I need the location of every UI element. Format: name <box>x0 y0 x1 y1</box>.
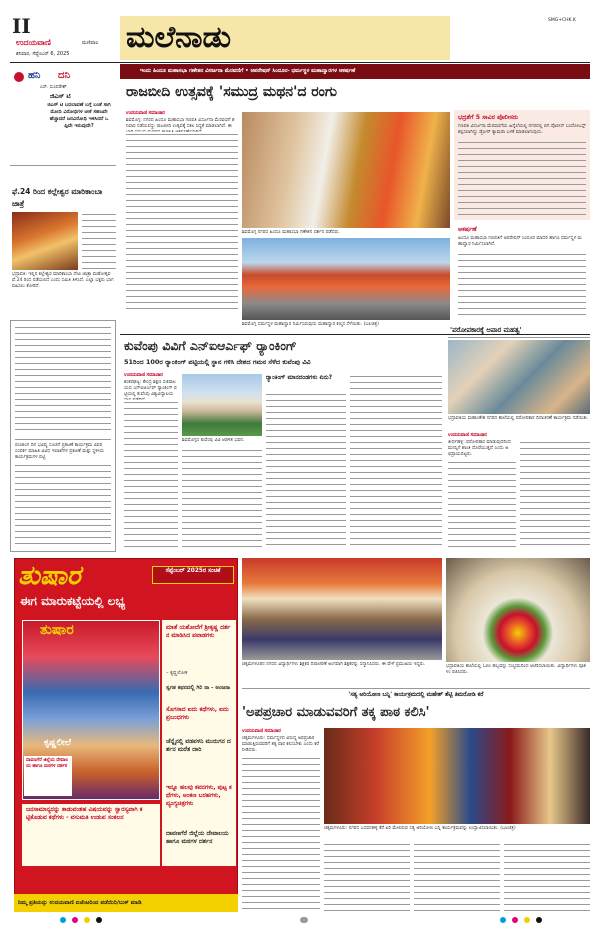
ad-item-7: ಜನಸಾಮಾನ್ಯರನ್ನು ಕಾಡುವಂತಹ ವಿಷಯವನ್ನು ಸ್ವಾರಸ್ಯವಾಗಿ ಕಟ್ಟಿಕೊಡುವ ಕಥೆಗಳು - ವಸುಮತಿ ಉಡುಪ ಸಂಕಲನ <box>26 806 143 822</box>
bottom-headline: 'ಅಪಪ್ರಚಾರ ಮಾಡುವವರಿಗೆ ತಕ್ಕ ಪಾಠ ಕಲಿಸಿ' <box>242 705 430 720</box>
reg-mark <box>500 917 506 923</box>
left-story-headline: ಫೆ.24 ರಿಂದ ಕಲ್ಲೇಶ್ವರ ಮಾರಿಕಾಂಬಾ ಜಾತ್ರೆ <box>12 187 103 208</box>
ad-item-6: ದಾವಣಗೆರೆ ಜಿಲ್ಲೆಯ ದೇವಾಲಯ ಹಾಗೂ ಮಠಗಳ ದರ್ಶನ <box>166 830 229 845</box>
ad-issue: ಸೆಪ್ಟೆಂಬರ್ 2025ರ ಸಂಚಿಕೆ <box>165 568 221 574</box>
nirf-lines-3 <box>266 392 346 550</box>
left-notices <box>10 320 116 552</box>
lead-photo-caption: ಶಿವಮೊಗ್ಗ ನಗರದ ಹಿಂದೂ ಮಹಾಸಭಾ ಗಣೇಶನ ದರ್ಶನ ಪಡೆದರು. <box>242 230 340 235</box>
lead-headline-b: 'ಸಮುದ್ರ ಮಥನ' <box>218 84 298 100</box>
reg-mark <box>60 917 66 923</box>
reg-mark <box>96 917 102 923</box>
left-notice-lines-1 <box>15 325 111 435</box>
masthead-date: ಶನಿವಾರ, ಸೆಪ್ಟೆಂಬರ್ 6, 2025 <box>16 51 70 57</box>
bottom-kicker: 'ಸತ್ಯ ಅರಿಯೋಣ ಬನ್ನಿ' ಕಾರ್ಯಕ್ರಮದಲ್ಲಿ ಮಹೇಶ್ ಶೆಟ್ಟಿ ತಿಮರೋಡಿ ಕರೆ <box>348 692 484 698</box>
lead-headline <box>126 84 456 106</box>
right-story-byline: ಉದಯವಾಣಿ ಸಮಾಚಾರ <box>448 433 487 438</box>
nirf-subhead: 51ರಿಂದ 100ರ ರ‍್ಯಾಂಕಿಂಗ್ ಪಟ್ಟಿಯಲ್ಲಿ ಸ್ಥಾನ ಗಳಿಸಿ ದೇಶದ ಗಮನ ಸೆಳೆದ ಕುವೆಂಪು ವಿವಿ <box>124 358 311 366</box>
nirf-lines-2 <box>182 448 262 550</box>
ad-cover-story: ಕೃಷ್ಣಲೀಲೆ <box>44 738 72 748</box>
right-story-lines-1 <box>448 460 516 550</box>
left-notice-rule <box>15 439 111 440</box>
lead-headline-c: ದ ರಂಗು <box>297 84 337 100</box>
left-notice-text: ಪಂಚಾಂಗ ದಿನ ಭವಿಷ್ಯ ಸೂಚನೆ ಪ್ರಕಟಣೆ ಕಾರ್ಯಕ್ರಮ ವಿವರ ಸಂಪರ್ಕ ಮಾಹಿತಿ ವಿವಿಧ ಇಲಾಖೆಗಳ ಪ್ರಕಟಣೆ ಮತ್ತು ಸ್ಥಳೀಯ ಕಾರ್ಯಕ್ರಮಗಳ ಪಟ್ಟಿ <box>15 443 105 460</box>
jatre-photo <box>12 212 78 270</box>
lead-photo-2 <box>242 238 450 320</box>
bottom-photo <box>324 728 590 824</box>
bottom-byline: ಉದಯವಾಣಿ ಸಮಾಚಾರ <box>242 729 281 734</box>
column-author: ಎಸ್. ಸುಂದರೇಶ್ <box>40 85 67 90</box>
nirf-byline: ಉದಯವಾಣಿ ಸಮಾಚಾರ <box>124 373 163 378</box>
right-caption: ಭದ್ರಾವತಿಯ ಶಾಲೆಯಲ್ಲಿ ಓಣಂ ಹಬ್ಬವನ್ನು ಸಂಭ್ರಮದಿಂದ ಆಚರಿಸಲಾಯಿತು. ವಿದ್ಯಾರ್ಥಿಗಳು ಪೂಕಳಂ ರಚಿಸಿದರು. <box>446 664 586 675</box>
page-number: II <box>12 14 31 38</box>
reg-mark <box>536 917 542 923</box>
ad-item-2: ಸ್ವಗತ ಕಥನದಲ್ಲಿ ಗಿರಿ ನಾ - ಅಂಜನಾ <box>166 685 231 691</box>
attraction-headline: ಆಕರ್ಷಣೆ <box>458 226 477 233</box>
attraction-text: ಹಿಂದೂ ಮಹಾಸಭಾ ಗಣಪತಿಗೆ ಆಪರೇಷನ್ ಸಿಂದೂರ ಮಾದರಿ ಹಾಗೂ ಧರ್ಮಸ್ಥಳ ಮಹಾದ್ವಾರ ನಿರ್ಮಿಸಲಾಗಿದೆ. <box>458 236 582 247</box>
right-story-headline: 'ಪರೋಪಕಾರಕ್ಕೆ ಅಪಾರ ಮಹತ್ವ' <box>450 326 522 334</box>
registration-marks <box>0 914 600 926</box>
nirf-box-title: ರ‍್ಯಾಂಕಿಂಗ್ ಮಾನದಂಡಗಳು ಏನು? <box>266 374 333 381</box>
nirf-lines-4 <box>350 374 442 550</box>
ad-tagline: ಈಗ ಮಾರುಕಟ್ಟೆಯಲ್ಲಿ ಲಭ್ಯ <box>20 594 126 608</box>
column-brand-a: ಹನಿ <box>28 70 41 81</box>
nirf-photo-caption: ಶಿವಮೊಗ್ಗದ ಕುವೆಂಪು ವಿವಿ ಆಡಳಿತ ಭವನ. <box>182 438 245 443</box>
ad-item-3: ಸೊಗಸಾದ ಐದು ಕಥೆಗಳು, ಐದು ಪ್ರಬಂಧಗಳು <box>166 706 229 721</box>
security-text: ಗಣಪತಿ ವಿಸರ್ಜನಾ ಮೆರವಣಿಗೆಯ ಹಿನ್ನೆಲೆಯಲ್ಲಿ ನಗರದಲ್ಲಿ ಬಿಗಿ ಪೊಲೀಸ್ ಬಂದೋಬಸ್ತ್ ಕಲ್ಪಿಸಲಾಗಿದ್ದು ಡ್ರೋನ್ ಕ್ಯಾಮರಾ ಬಳಕೆ ಮಾಡಲಾಗುವುದು. <box>458 124 586 135</box>
nirf-headline: ಕುವೆಂಪು ವಿವಿಗೆ ಎನ್ಐಆರ್ಎಫ್ ರ‍್ಯಾಂಕಿಂಗ್ <box>124 338 297 353</box>
lead-text-lines <box>126 132 238 314</box>
attraction-lines <box>458 252 586 318</box>
security-headline: ಭದ್ರತೆಗೆ 5 ಸಾವಿರ ಪೊಲೀಸರು <box>458 114 519 121</box>
reg-mark <box>300 917 308 923</box>
ad-item-5: ಇನ್ನೂ ಹಲವು ಕವನಗಳು, ಪುಟ್ಟ ಕಥೆಗಳು, ಅಂಕಣ ಬರಹಗಳು, ವ್ಯಂಗ್ಯಚಿತ್ರಗಳು <box>166 784 232 807</box>
reg-mark <box>524 917 530 923</box>
nirf-lines-1 <box>124 400 178 550</box>
column-box <box>10 66 116 166</box>
lead-headline-a: ರಾಜಬೀದಿ ಉತ್ಸವಕ್ಕೆ <box>126 84 215 100</box>
middle-photo <box>242 558 442 660</box>
security-lines <box>458 140 586 216</box>
column-topic: ಜಿಎಸ್ ಟಿ <box>50 92 71 100</box>
paper-name: ಉದಯವಾಣಿ <box>16 38 51 47</box>
middle-caption: ಚಿಕ್ಕಮಗಳೂರಿನ ನಗರದ ವಿದ್ಯಾರ್ಥಿಗಳು ಶಿಕ್ಷಕರ ದಿನಾಚರಣೆ ಅಂಗವಾಗಿ ಶಿಕ್ಷಕರನ್ನು ಸನ್ಮಾನಿಸಿದರು. ಈ ವೇಳೆ ಪ್ರಮುಖರು ಇದ್ದರು. <box>242 662 426 667</box>
right-story-caption: ಭದ್ರಾವತಿಯ ಮಹಾಂತೇಶ ನಗರದ ಶಾಲೆಯಲ್ಲಿ ಪರೋಪಕಾರ ದಿನಾಚರಣೆ ಕಾರ್ಯಕ್ರಮ ನಡೆಯಿತು. <box>448 416 589 421</box>
right-story-text: ತೀರ್ಥಹಳ್ಳಿ: ಪರೋಪಕಾರ ಮಾಡುವುದರಿಂದ ಮನಸ್ಸಿಗೆ ಶಾಂತಿ ದೊರೆಯುತ್ತದೆ ಎಂದು ಅಭಿಪ್ರಾಯಪಟ್ಟರು. <box>448 440 511 457</box>
reg-mark <box>512 917 518 923</box>
column-brand-b: ದನಿ <box>58 70 71 81</box>
bottom-top-rule <box>242 688 590 689</box>
bottom-lines-1 <box>242 756 320 912</box>
ticker-text: ಇಂದು ಹಿಂದೂ ಮಹಾಸಭಾ ಗಣೇಶನ ವಿಸರ್ಜನಾ ಮೆರವಣಿಗೆ • ಆಪರೇಷನ್ ಸಿಂದೂರ- ಧರ್ಮಸ್ಥಳ ಮಹಾದ್ವಾರಗಳ ಆಕರ್ಷಣೆ <box>140 68 356 74</box>
lead-photo-1 <box>242 112 450 228</box>
left-story-side-lines <box>82 212 116 270</box>
column-text: ಜಿಎಸ್ ಟಿ ಬದಲಾವಣೆ ಬಗ್ಗೆ ಬಂತೆ ಸಾಗಿ ಮೋದಿ ವಿರೋಧಿಗಳ ಟೀಕೆ ಸಹಜವೇ ಹೆಚ್ಚಾದರೆ ಜನವಿರೋಧಿ ಇಳಿಸಿದರೆ ಒಪ್ಪಿದೇ ಇರುವುದೇ? <box>47 102 111 129</box>
reg-mark <box>84 917 90 923</box>
masthead <box>0 0 600 66</box>
ad-cover-box-text: ದಾವಣಗೆರೆ ಜಿಲ್ಲೆಯ ದೇವಾಲಯ ಹಾಗೂ ಮಠಗಳ ದರ್ಶನ <box>26 758 69 769</box>
left-notice-lines-2 <box>15 463 111 547</box>
bottom-lines-4 <box>504 842 590 912</box>
ad-item-4: ಚೆನ್ನೈನಲ್ಲಿ ವಡಪಳನಿ ಮುರುಗನ ದರ್ಶನ ಮರೆತ ದಾರಿ <box>166 738 231 753</box>
paper-tag: ಮಣಿಪಾಲ <box>82 40 99 46</box>
bottom-photo-caption: ಚಿಕ್ಕಮಗಳೂರು: ನಗರದ ಬಸವನಹಳ್ಳಿ ಕೆರೆ ಏರಿ ಮೇಲಿರುವ ಸತ್ಯ ಅರಿಯೋಣ ಬನ್ನಿ ಕಾರ್ಯಕ್ರಮವನ್ನು ಉದ್ಘಾಟಿಸಲಾಯಿತು. (ಬಲಚಿತ್ರ) <box>324 826 516 831</box>
bottom-lines-2 <box>324 842 410 912</box>
bottom-lines-3 <box>414 842 500 912</box>
left-story-text: ಭದ್ರಾವತಿ: ಇಲ್ಲಿನ ಕಲ್ಲೇಶ್ವರ ಮಾರಿಕಾಂಬಾ ದೇವಿ ಜಾತ್ರಾ ಮಹೋತ್ಸವ ಫೆ.24 ರಿಂದ ನಡೆಯಲಿದೆ ಎಂದು ಸಮಿತಿ ತಿಳಿಸಿದೆ. ಎಲ್ಲಾ ಭಕ್ತರು ಭಾಗವಹಿಸಲು ಕೋರಿದೆ. <box>12 272 114 289</box>
section-title: ಮಲೆನಾಡು <box>126 20 232 55</box>
ad-cover-name: ತುಷಾರ <box>40 622 74 638</box>
column-logo <box>14 72 24 82</box>
lead-text: ಶಿವಮೊಗ್ಗ: ನಗರದ ಹಿಂದೂ ಮಹಾಸಭಾ ಗಣಪತಿ ವಿಸರ್ಜನಾ ಮೆರವಣಿಗೆ ಶನಿವಾರ ನಡೆಯಲಿದ್ದು ರಾಜಬೀದಿ ಉತ್ಸವಕ್ಕೆ ಸಕಲ ಸಿದ್ಧತೆ ಮಾಡಲಾಗಿದೆ. ಈ <box>126 118 235 129</box>
right-story-photo <box>448 340 590 414</box>
right-photo <box>446 558 590 662</box>
edition-code: SMG+CHK.K <box>548 18 576 23</box>
ad-footer: ನಿಮ್ಮ ಪ್ರತಿಯನ್ನು ಉದಯವಾಣಿ ಏಜೆಂಟರಿಂದ ಪಡೆಯಿರಿ/ಬುಕ್ ಮಾಡಿ <box>18 900 142 906</box>
lead-byline: ಉದಯವಾಣಿ ಸಮಾಚಾರ <box>126 111 165 116</box>
nirf-text: ಶಂಕರಘಟ್ಟ: ಕೇಂದ್ರ ಶಿಕ್ಷಣ ಸಚಿವಾಲಯದ ಎನ್ಐಆರ್ಎಫ್ ರ‍್ಯಾಂಕಿಂಗ್ ಪಟ್ಟಿಯಲ್ಲಿ ಕುವೆಂಪು ವಿಶ್ವವಿದ್ಯಾಲಯ <box>124 380 177 397</box>
ad-brand: ತುಷಾರ <box>18 561 81 591</box>
ad-item-1: ಮಾತೆ ಯಶೋದೆಗೆ ಶ್ರೀಕೃಷ್ಣ ದರ್ಶನ ಮಾಡಿಸಿದ ಪವಾಡಗಳು <box>166 624 231 639</box>
right-story-lines-2 <box>520 440 590 550</box>
bottom-text: ಚಿಕ್ಕಮಗಳೂರು: ಧರ್ಮಸ್ಥಳದ ವಿರುದ್ಧ ಅಪಪ್ರಚಾರ ಮಾಡುತ್ತಿರುವವರಿಗೆ ತಕ್ಕ ಪಾಠ ಕಲಿಸಬೇಕು ಎಂದು ಕರೆ ನೀಡಿದರು. <box>242 736 320 753</box>
reg-mark <box>72 917 78 923</box>
ad-item-1-author: – ಕೃಷ್ಣಲೋಕ <box>166 670 188 676</box>
masthead-rule <box>10 62 590 63</box>
lead-photo2-caption: ಶಿವಮೊಗ್ಗ ಧರ್ಮಸ್ಥಳ ಮಹಾದ್ವಾರ ನಿರ್ಮಿಸಿರುವುದು ಮಹಾದ್ವಾರ ಕಣ್ಮನ ಸೆಳೆಯಿತು. (ಬಲಚಿತ್ರ) <box>242 322 379 327</box>
nirf-photo <box>182 374 262 436</box>
